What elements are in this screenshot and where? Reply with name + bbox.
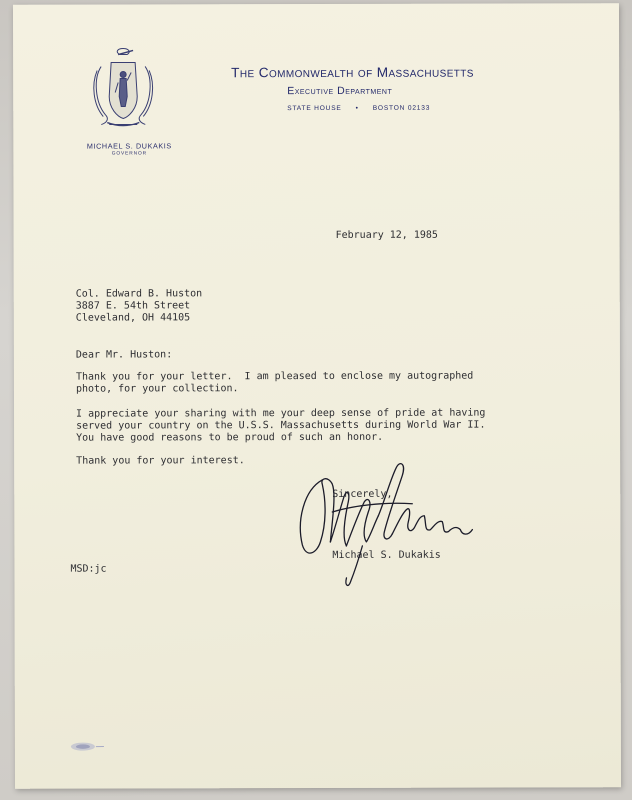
- handwritten-signature: [292, 450, 482, 590]
- reference-initials: MSD:jc: [70, 563, 107, 575]
- letterhead-title-text: The Commonwealth of Massachusetts: [231, 64, 474, 81]
- letterhead-title: [231, 65, 474, 81]
- letter-date: February 12, 1985: [335, 229, 438, 241]
- paragraph-3-line-1: Thank you for your interest.: [76, 455, 245, 467]
- salutation: Dear Mr. Huston:: [75, 349, 173, 361]
- state-seal-icon: [87, 44, 159, 128]
- closing: Sincerely,: [332, 488, 393, 500]
- paragraph-2-line-2: served your country on the U.S.S. Massachusetts during World War II.: [76, 419, 486, 432]
- paragraph-1-line-2: photo, for your collection.: [75, 383, 239, 395]
- recipient-line-3: Cleveland, OH 44105: [75, 312, 191, 324]
- embossed-stamp-mark: [67, 740, 107, 754]
- signer-name: Michael S. Dukakis: [332, 549, 441, 561]
- address-separator: •: [355, 104, 359, 112]
- recipient-line-2: 3887 E. 54th Street: [75, 300, 191, 312]
- recipient-line-1: Col. Edward B. Huston: [75, 288, 203, 300]
- paragraph-1-line-1: Thank you for your letter. I am pleased to enclose my autographed: [75, 370, 474, 383]
- letterhead-address: [287, 105, 430, 112]
- governor-name: MICHAEL S. DUKAKIS: [86, 141, 172, 151]
- governor-title: GOVERNOR: [111, 151, 147, 157]
- address-city: BOSTON 02133: [372, 104, 431, 112]
- letterhead-department: [287, 85, 392, 97]
- paragraph-2-line-1: I appreciate your sharing with me your deep sense of pride at having: [76, 407, 486, 420]
- letterhead-department-text: Executive Department: [287, 84, 393, 98]
- address-building: STATE HOUSE: [287, 104, 342, 113]
- paragraph-2-line-3: You have good reasons to be proud of such an honor.: [76, 431, 384, 444]
- letter-page: [13, 3, 621, 789]
